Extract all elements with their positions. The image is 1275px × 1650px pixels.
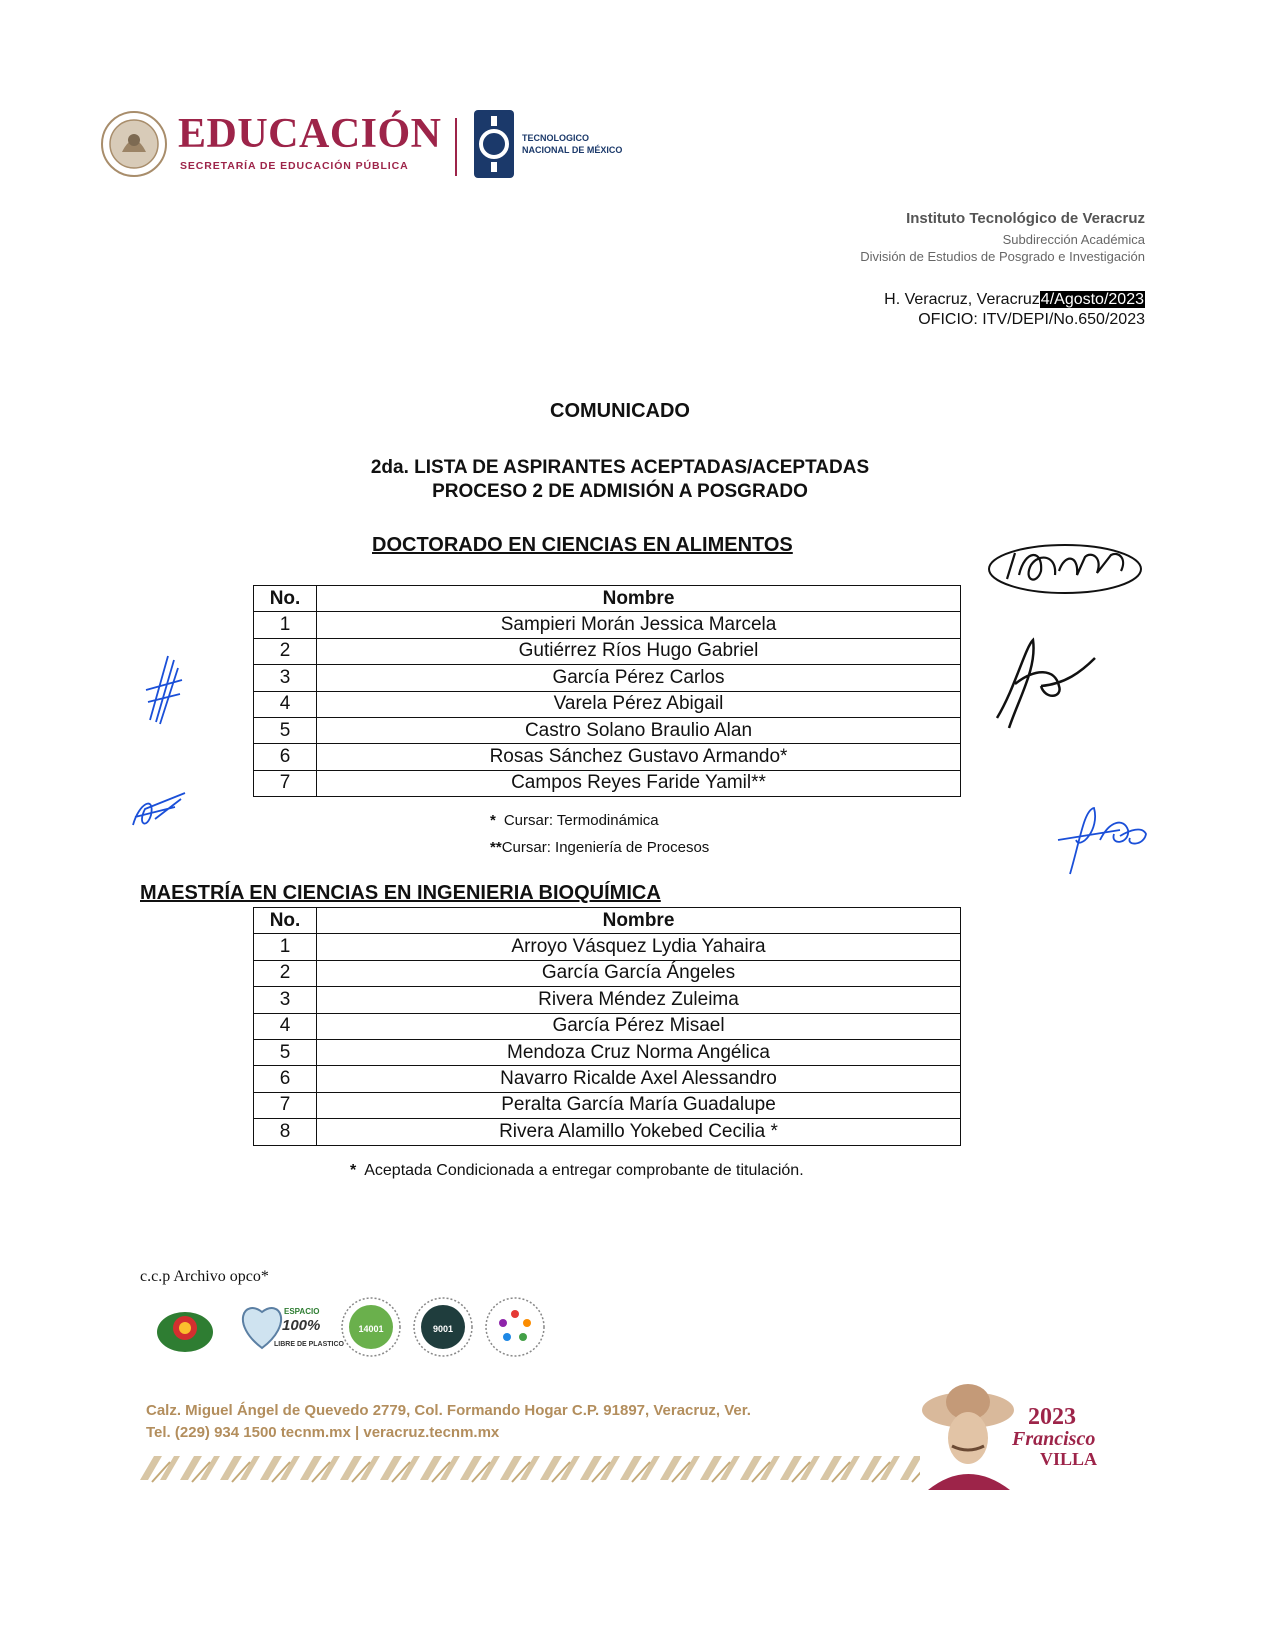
educacion-subtitle: SECRETARÍA DE EDUCACIÓN PÚBLICA xyxy=(180,160,409,172)
column-header-no: No. xyxy=(254,908,317,934)
doctorado-heading: DOCTORADO EN CIENCIAS EN ALIMENTOS xyxy=(372,534,793,556)
logo-divider xyxy=(455,118,457,176)
tecnm-line-1: TECNOLOGICO xyxy=(522,133,589,143)
row-number: 5 xyxy=(254,717,317,743)
row-number: 7 xyxy=(254,1092,317,1118)
table-row xyxy=(254,770,961,796)
row-name: García Pérez Misael xyxy=(317,1013,961,1039)
signature-left-1 xyxy=(140,650,190,730)
list-title-line-2: PROCESO 2 DE ADMISIÓN A POSGRADO xyxy=(432,481,808,502)
row-name: García Pérez Carlos xyxy=(317,665,961,691)
date-line xyxy=(884,291,1145,309)
row-name: Navarro Ricalde Axel Alessandro xyxy=(317,1066,961,1092)
row-number: 2 xyxy=(254,960,317,986)
row-number: 8 xyxy=(254,1119,317,1145)
table-row xyxy=(254,691,961,717)
table-row xyxy=(254,612,961,638)
signature-right-2 xyxy=(1050,800,1150,880)
signature-left-2 xyxy=(125,785,195,835)
iso-14001-text: 14001 xyxy=(358,1324,384,1334)
column-header-nombre: Nombre xyxy=(317,586,961,612)
libre-plastico-text: LIBRE DE PLASTICO xyxy=(274,1341,345,1348)
row-name: Campos Reyes Faride Yamil** xyxy=(317,770,961,796)
note-text: Cursar: Ingeniería de Procesos xyxy=(501,839,710,856)
espacio-text: ESPACIO xyxy=(284,1307,320,1316)
row-number: 6 xyxy=(254,1066,317,1092)
row-name: Gutiérrez Ríos Hugo Gabriel xyxy=(317,638,961,664)
tecnm-gear-icon xyxy=(472,108,516,180)
doctorado-note-1 xyxy=(490,812,659,829)
row-name: Peralta García María Guadalupe xyxy=(317,1092,961,1118)
column-header-no: No. xyxy=(254,586,317,612)
table-row xyxy=(254,744,961,770)
row-number: 5 xyxy=(254,1039,317,1065)
row-name: García García Ángeles xyxy=(317,960,961,986)
table-header-row xyxy=(254,586,961,612)
maestria-table xyxy=(253,907,961,1146)
tecnm-wordmark xyxy=(522,132,622,156)
plastic-free-badge-icon xyxy=(234,1300,345,1356)
row-number: 4 xyxy=(254,1013,317,1039)
row-number: 3 xyxy=(254,665,317,691)
row-name: Rivera Méndez Zuleima xyxy=(317,987,961,1013)
institution-name: Instituto Tecnológico de Veracruz xyxy=(906,210,1145,227)
note-mark: ** xyxy=(490,839,502,856)
institution-subdireccion: Subdirección Académica xyxy=(1002,232,1145,247)
table-row xyxy=(254,717,961,743)
table-row xyxy=(254,1119,961,1145)
row-number: 1 xyxy=(254,934,317,960)
table-row xyxy=(254,960,961,986)
percent-text: 100% xyxy=(282,1317,321,1334)
educacion-wordmark: EDUCACIÓN xyxy=(178,111,442,157)
institution-division: División de Estudios de Posgrado e Investigación xyxy=(860,249,1145,264)
row-number: 2 xyxy=(254,638,317,664)
note-mark: * xyxy=(350,1162,357,1179)
maestria-note xyxy=(350,1162,804,1180)
iso-9001-text: 9001 xyxy=(432,1324,454,1334)
doctorado-table xyxy=(253,585,961,797)
table-row xyxy=(254,987,961,1013)
row-number: 7 xyxy=(254,770,317,796)
signature-stamp-top-right xyxy=(985,535,1150,605)
row-name: Arroyo Vásquez Lydia Yahaira xyxy=(317,934,961,960)
year-2023: 2023 xyxy=(1028,1404,1076,1430)
decorative-pattern-band xyxy=(140,1450,920,1486)
ccp-line: c.c.p Archivo opco* xyxy=(140,1268,269,1285)
row-number: 6 xyxy=(254,744,317,770)
table-row xyxy=(254,1013,961,1039)
row-name: Rosas Sánchez Gustavo Armando* xyxy=(317,744,961,770)
iso-14001-badge-icon xyxy=(340,1296,402,1358)
signature-right-1 xyxy=(985,628,1100,738)
table-row xyxy=(254,665,961,691)
list-title xyxy=(0,456,1240,504)
villa-lastname: VILLA xyxy=(1040,1449,1098,1469)
header-logos xyxy=(100,108,660,186)
table-row xyxy=(254,1039,961,1065)
table-row xyxy=(254,934,961,960)
table-row xyxy=(254,638,961,664)
oficio-number: OFICIO: ITV/DEPI/No.650/2023 xyxy=(918,311,1145,328)
row-name: Rivera Alamillo Yokebed Cecilia * xyxy=(317,1119,961,1145)
table-row xyxy=(254,1066,961,1092)
iso-9001-badge-icon xyxy=(412,1296,474,1358)
note-mark: * xyxy=(490,812,496,829)
table-row xyxy=(254,1092,961,1118)
note-text: Aceptada Condicionada a entregar comprobante de titulación. xyxy=(364,1162,804,1179)
date-value: 4/Agosto/2023 xyxy=(1040,291,1144,308)
date-place: H. Veracruz, Veracruz xyxy=(884,291,1040,308)
page-title: COMUNICADO xyxy=(550,400,690,422)
table-header-row xyxy=(254,908,961,934)
row-name: Sampieri Morán Jessica Marcela xyxy=(317,612,961,638)
row-number: 1 xyxy=(254,612,317,638)
column-header-nombre: Nombre xyxy=(317,908,961,934)
certification-logos xyxy=(150,1296,560,1358)
list-title-line-1: 2da. LISTA DE ASPIRANTES ACEPTADAS/ACEPTADAS xyxy=(370,457,870,478)
maestria-heading: MAESTRÍA EN CIENCIAS EN INGENIERIA BIOQUÍMICA xyxy=(140,882,661,904)
footer-address: Calz. Miguel Ángel de Quevedo 2779, Col. Formando Hogar C.P. 91897, Veracruz, Ver. xyxy=(146,1402,751,1419)
row-number: 4 xyxy=(254,691,317,717)
row-name: Castro Solano Braulio Alan xyxy=(317,717,961,743)
row-name: Mendoza Cruz Norma Angélica xyxy=(317,1039,961,1065)
doctorado-note-2 xyxy=(490,839,709,856)
tecnm-line-2: NACIONAL DE MÉXICO xyxy=(522,145,623,155)
national-seal-icon xyxy=(100,110,168,178)
row-number: 3 xyxy=(254,987,317,1013)
institute-shield-icon xyxy=(154,1304,216,1354)
equality-badge-icon xyxy=(484,1296,546,1358)
note-text: Cursar: Termodinámica xyxy=(503,812,659,829)
footer-contact: Tel. (229) 934 1500 tecnm.mx | veracruz.tecnm.mx xyxy=(146,1424,500,1441)
row-name: Varela Pérez Abigail xyxy=(317,691,961,717)
villa-firstname: Francisco xyxy=(1012,1428,1096,1450)
